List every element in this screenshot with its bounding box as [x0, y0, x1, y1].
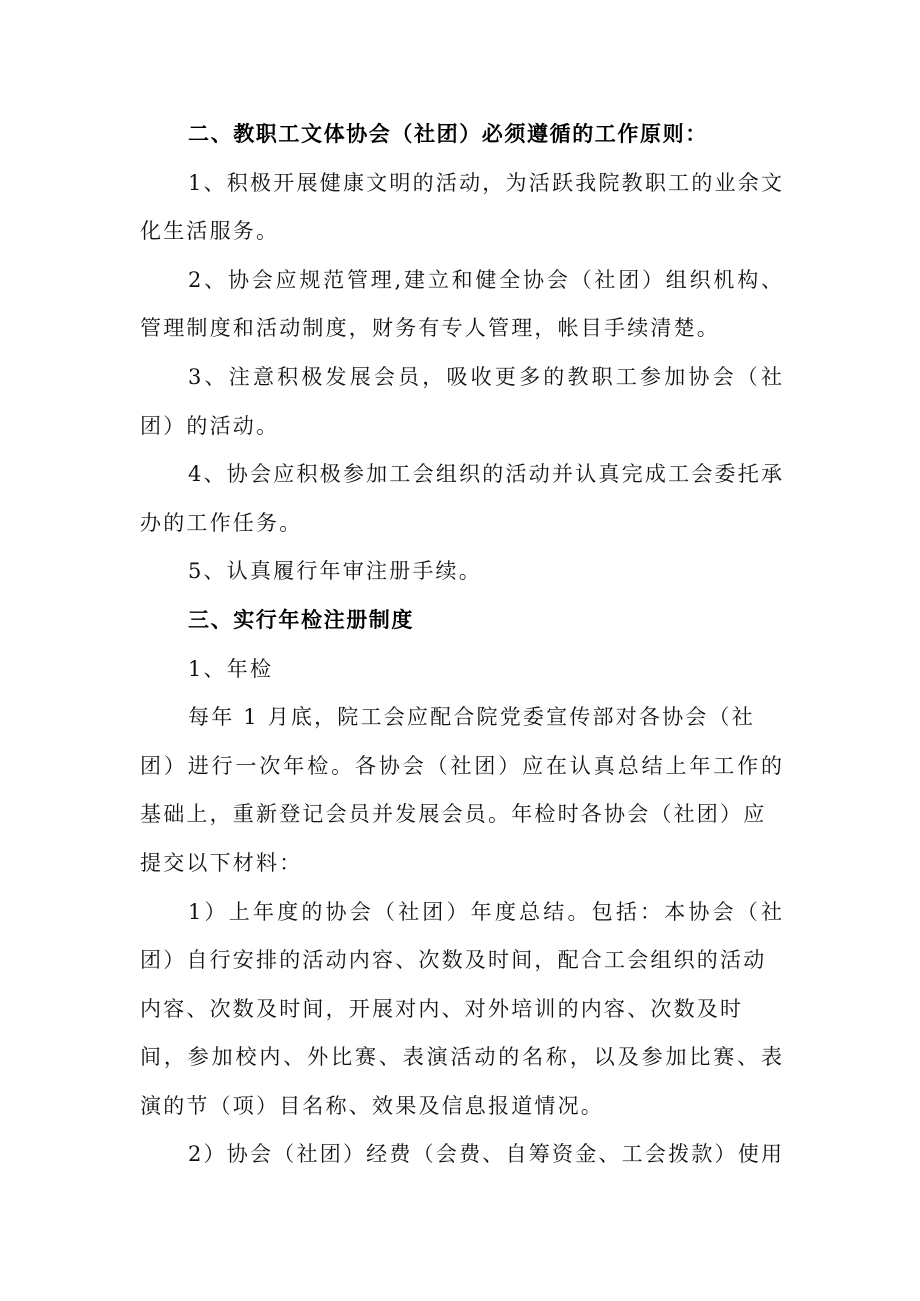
paragraph-line: 办的工作任务。 [140, 510, 303, 535]
paragraph-line: 5、认真履行年审注册手续。 [188, 559, 482, 584]
paragraph-line: 基础上，重新登记会员并发展会员。年检时各协会（社团）应 [140, 802, 767, 827]
section-heading-principles: 二、教职工文体协会（社团）必须遵循的工作原则： [188, 122, 708, 146]
paragraph-line: 团）的活动。 [140, 413, 280, 438]
paragraph-line: 团）自行安排的活动内容、次数及时间，配合工会组织的活动 [140, 948, 767, 973]
paragraph-line: 3、注意积极发展会员，吸收更多的教职工参加协会（社 [188, 364, 782, 389]
paragraph-line: 1）上年度的协会（社团）年度总结。包括：本协会（社 [188, 899, 782, 924]
paragraph-line: 提交以下材料： [140, 850, 303, 875]
paragraph-line: 4、协会应积极参加工会组织的活动并认真完成工会委托承 [188, 462, 782, 487]
paragraph-line: 每年 1 月底，院工会应配合院党委宣传部对各协会（社 [188, 705, 755, 730]
paragraph-line: 1、积极开展健康文明的活动，为活跃我院教职工的业余文 [188, 170, 782, 195]
paragraph-line: 演的节（项）目名称、效果及信息报道情况。 [140, 1093, 604, 1118]
paragraph-line: 间，参加校内、外比赛、表演活动的名称，以及参加比赛、表 [140, 1045, 782, 1070]
subsection-heading-annual-check: 1、年检 [188, 656, 274, 681]
section-heading-annual-inspection: 三、实行年检注册制度 [188, 607, 414, 632]
document-body [140, 110, 782, 1179]
paragraph-line: 管理制度和活动制度，财务有专人管理，帐目手续清楚。 [140, 316, 720, 341]
paragraph-line: 团）进行一次年检。各协会（社团）应在认真总结上年工作的 [140, 753, 782, 778]
paragraph-line: 2、协会应规范管理,建立和健全协会（社团）组织机构、 [188, 267, 782, 292]
paragraph-line: 化生活服务。 [140, 219, 280, 244]
paragraph-line: 2）协会（社团）经费（会费、自筹资金、工会拨款）使用 [188, 1142, 782, 1167]
paragraph-line: 内容、次数及时间，开展对内、对外培训的内容、次数及时 [140, 996, 744, 1021]
